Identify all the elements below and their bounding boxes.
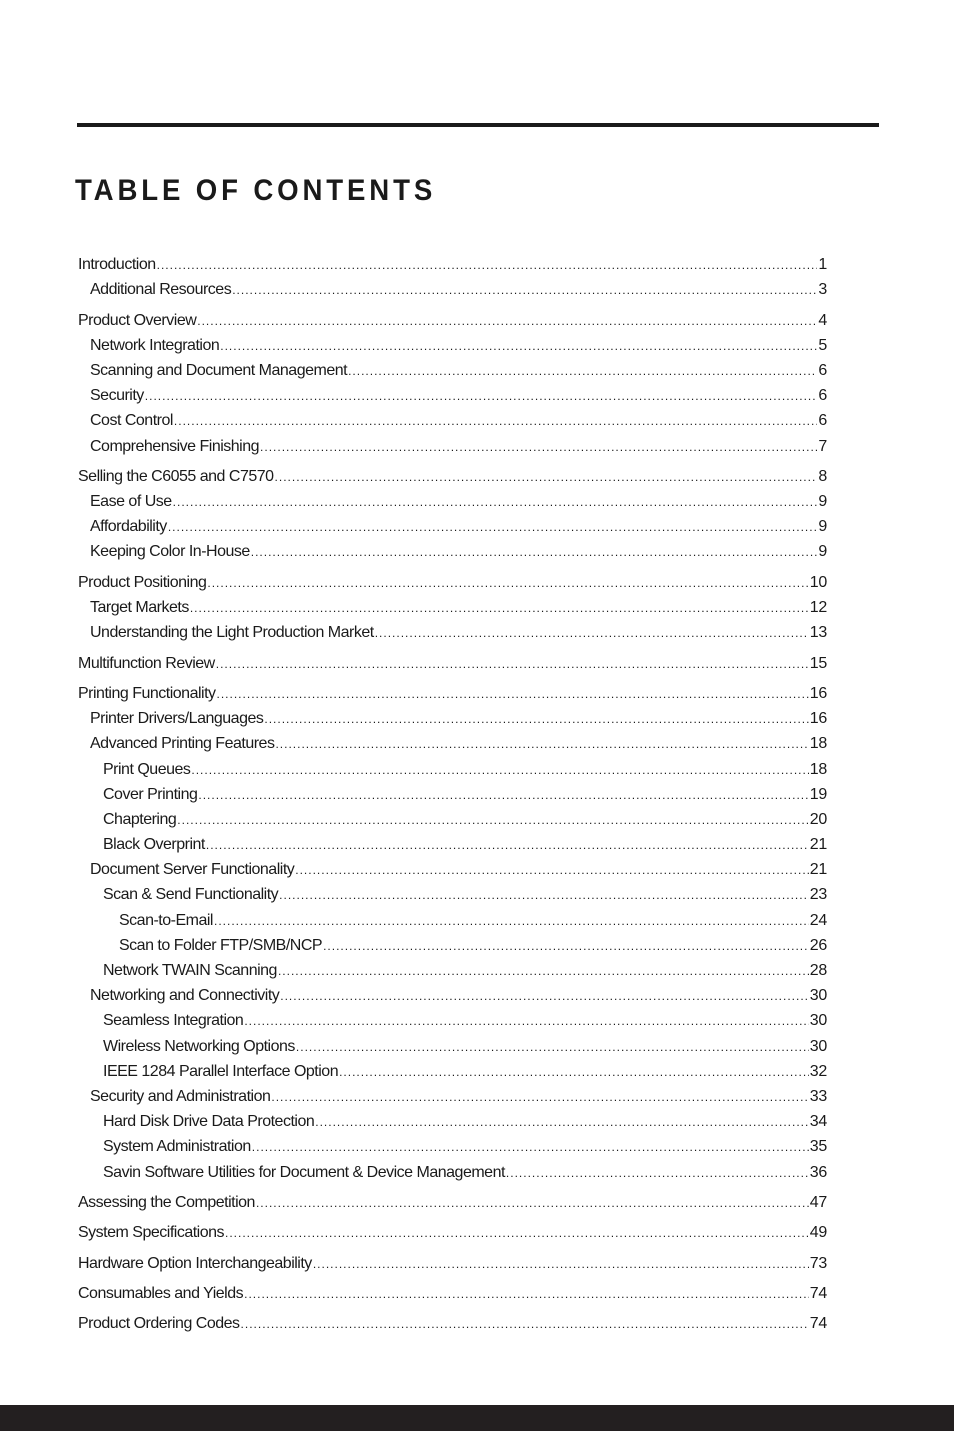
toc-entry-page: 9 [818,518,827,536]
toc-entry[interactable] [78,908,827,933]
toc-entry[interactable] [78,857,827,882]
page-title: TABLE OF CONTENTS [75,174,437,207]
toc-entry-title: Target Markets [90,599,189,616]
dot-leader [232,278,817,302]
dot-leader [256,1191,809,1215]
toc-entry[interactable] [78,832,827,857]
toc-entry-page: 7 [818,437,827,455]
toc-entry-page: 10 [809,573,827,591]
toc-entry-page: 26 [809,936,827,954]
toc-entry[interactable] [78,731,827,756]
toc-entry-page: 30 [809,987,827,1005]
dot-leader [375,621,809,645]
toc-entry-page: 36 [809,1163,827,1181]
toc-entry-title: Product Ordering Codes [78,1315,240,1333]
toc-entry-title: IEEE 1284 Parallel Interface Option [103,1062,339,1080]
bottom-bar [0,1405,954,1431]
dot-leader [275,732,808,756]
toc-entry-title: Chaptering [103,810,177,828]
toc-entry-page: 32 [809,1062,827,1080]
toc-entry[interactable] [78,514,827,539]
toc-entry-title: Black Overprint [103,836,205,854]
toc-entry-title: Consumables and Yields [78,1285,244,1302]
dot-leader [207,571,808,595]
toc-entry-title: Product Positioning [78,573,207,591]
toc-entry[interactable] [78,983,827,1008]
toc-entry-page: 18 [809,735,827,753]
toc-entry-page: 23 [809,886,827,904]
dot-leader [315,1110,809,1134]
toc-entry-page: 49 [809,1224,827,1242]
toc-entry-title: Ease of Use [90,493,172,511]
toc-entry[interactable] [78,1008,827,1033]
dot-leader [214,909,809,933]
toc-entry[interactable] [78,1134,827,1159]
toc-entry[interactable] [78,807,827,832]
toc-entry[interactable] [78,782,827,807]
toc-entry-title: Cost Control [90,412,173,430]
dot-leader [275,465,818,489]
toc-entry[interactable] [78,1311,827,1336]
toc-entry-page: 74 [809,1315,827,1333]
dot-leader [168,515,818,539]
toc-entry-page: 47 [809,1193,827,1211]
toc-entry[interactable] [78,620,827,645]
toc-entry-page: 21 [809,861,827,879]
dot-leader [296,1035,809,1059]
toc-entry-title: Security and Administration [90,1087,271,1105]
toc-entry-title: Printing Functionality [78,684,216,702]
toc-entry-page: 30 [809,1037,827,1055]
toc-entry[interactable] [78,1109,827,1134]
toc-entry-page: 20 [809,810,827,828]
toc-entry-title: Printer Drivers/Languages [90,710,264,728]
toc-entry-page: 24 [809,911,827,929]
toc-entry-title: Document Server Functionality [90,861,295,879]
toc-entry-title: Additional Resources [90,281,232,299]
toc-entry[interactable] [78,595,827,620]
toc-entry-page: 35 [809,1138,827,1156]
dot-leader [145,384,818,408]
dot-leader [191,758,808,782]
dot-leader [244,1009,808,1033]
toc-entry-title: Cover Printing [103,785,198,803]
toc-entry-page: 13 [809,624,827,642]
dot-leader [157,253,818,277]
toc-entry-title: Scanning and Document Management [90,361,348,379]
toc-entry-title: Networking and Connectivity [90,987,280,1005]
toc-entry-title: System Specifications [78,1224,225,1242]
toc-entry-title: Introduction [78,256,156,273]
toc-entry-page: 30 [809,1012,827,1030]
toc-entry[interactable] [78,333,827,358]
toc-entry-title: Scan & Send Functionality [103,886,279,904]
toc-entry-title: Scan-to-Email [119,911,213,929]
toc-entry[interactable] [78,1034,827,1059]
dot-leader [190,596,809,620]
dot-leader [295,858,809,882]
dot-leader [260,435,817,459]
toc-entry-title: Hardware Option Interchangeability [78,1254,312,1272]
dot-leader [348,359,817,383]
toc-entry-page: 6 [818,361,827,379]
toc-entry-page: 12 [809,599,827,616]
toc-entry[interactable] [78,681,827,706]
toc-entry-title: Understanding the Light Production Market [90,624,374,642]
toc-entry[interactable] [78,358,827,383]
toc-entry-page: 4 [818,311,827,329]
toc-entry[interactable] [78,434,827,459]
toc-entry-title: Print Queues [103,760,191,778]
toc-entry-page: 9 [818,493,827,511]
toc-entry-page: 74 [809,1285,827,1302]
top-rule [77,123,879,127]
toc-entry-title: Affordability [90,518,167,536]
toc-entry-page: 16 [809,684,827,702]
toc-entry-page: 15 [809,654,827,672]
toc-entry[interactable] [78,308,827,333]
dot-leader [177,808,809,832]
toc-entry-title: Assessing the Competition [78,1193,255,1211]
toc-entry-title: Selling the C6055 and C7570 [78,467,274,485]
toc-entry[interactable] [78,1251,827,1276]
toc-entry-title: Network Integration [90,336,220,354]
toc-entry-page: 19 [809,785,827,803]
toc-entry[interactable] [78,1281,827,1306]
toc-entry[interactable] [78,933,827,958]
dot-leader [198,783,808,807]
toc-entry-page: 6 [818,387,827,405]
dot-leader [244,1282,809,1306]
dot-leader [506,1161,809,1185]
dot-leader [278,959,809,983]
toc-entry-title: Product Overview [78,311,197,329]
toc-entry-title: Keeping Color In-House [90,543,250,561]
toc-entry-title: Hard Disk Drive Data Protection [103,1113,315,1131]
dot-leader [339,1060,809,1084]
toc-entry-page: 9 [818,543,827,561]
toc-entry[interactable] [78,539,827,564]
toc-entry[interactable] [78,1220,827,1245]
dot-leader [206,833,809,857]
toc-entry-page: 28 [809,962,827,979]
toc-entry-page: 73 [809,1254,827,1272]
toc-entry-title: Wireless Networking Options [103,1037,295,1055]
dot-leader [225,1221,809,1245]
dot-leader [313,1252,809,1276]
toc-entry[interactable] [78,464,827,489]
dot-leader [280,984,809,1008]
dot-leader [251,540,818,564]
toc-entry-page: 3 [818,281,827,299]
dot-leader [279,883,809,907]
toc-entry[interactable] [78,706,827,731]
toc-entry-title: Savin Software Utilities for Document & Device Management [103,1163,505,1181]
dot-leader [216,652,809,676]
toc-entry-title: System Administration [103,1138,251,1156]
toc-entry[interactable] [78,1160,827,1185]
toc-entry-title: Multifunction Review [78,654,215,672]
toc-entry[interactable] [78,651,827,676]
toc-entry-page: 8 [818,467,827,485]
toc-entry-page: 34 [809,1113,827,1131]
toc-entry-page: 18 [809,760,827,778]
dot-leader [220,334,817,358]
toc-entry[interactable] [78,277,827,302]
toc-entry-page: 1 [818,256,827,273]
toc-entry[interactable] [78,408,827,433]
dot-leader [173,490,818,514]
dot-leader [264,707,808,731]
dot-leader [174,409,817,433]
toc-entry-title: Comprehensive Finishing [90,437,260,455]
toc-entry-page: 33 [809,1087,827,1105]
toc-entry-title: Network TWAIN Scanning [103,962,277,979]
toc-entry-title: Advanced Printing Features [90,735,275,753]
toc-entry-page: 16 [809,710,827,728]
dot-leader [323,934,809,958]
toc-entry[interactable] [78,757,827,782]
toc-entry[interactable] [78,1059,827,1084]
toc-entry-title: Scan to Folder FTP/SMB/NCP [119,936,323,954]
toc-entry[interactable] [78,882,827,907]
dot-leader [197,309,817,333]
dot-leader [271,1085,808,1109]
toc-entry[interactable] [78,958,827,983]
dot-leader [217,682,809,706]
toc-entry[interactable] [78,570,827,595]
toc-entry[interactable] [78,1084,827,1109]
toc-list [78,252,827,1337]
toc-entry[interactable] [78,252,827,277]
dot-leader [241,1312,809,1336]
toc-entry[interactable] [78,383,827,408]
toc-entry-page: 6 [818,412,827,430]
toc-entry[interactable] [78,489,827,514]
toc-entry-page: 5 [818,336,827,354]
toc-entry-title: Security [90,387,144,405]
toc-entry-page: 21 [809,836,827,854]
toc-entry-title: Seamless Integration [103,1012,244,1030]
toc-entry[interactable] [78,1190,827,1215]
dot-leader [252,1135,809,1159]
